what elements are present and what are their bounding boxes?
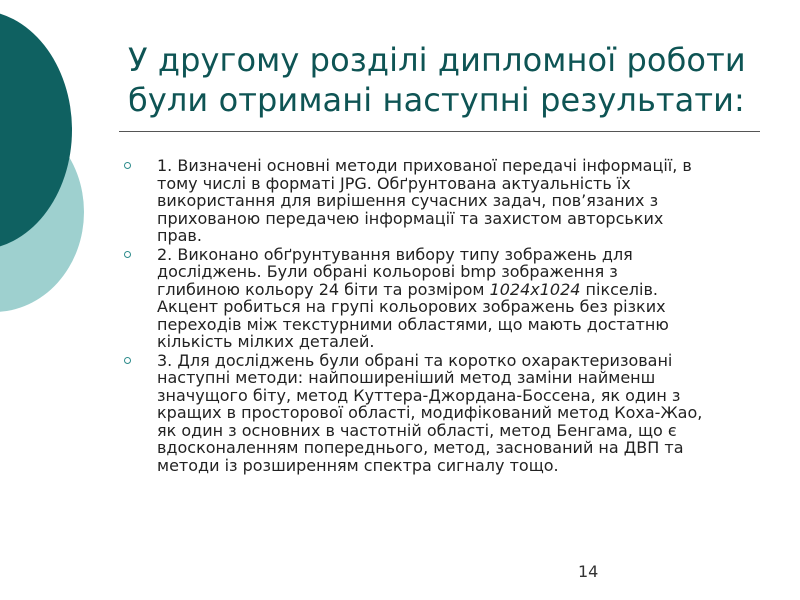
list-item-2-line-4: Акцент робиться на групі кольорових зображень без різких [157, 297, 666, 316]
list-item-2-line-5: переходів між текстурними областями, що мають достатню [157, 314, 669, 334]
list-item-3-line-2: наступні методи: найпоширеніший метод заміни найменш [157, 368, 656, 387]
list-item-2-line-3 [157, 281, 762, 299]
list-item-1-line-2: тому числі в форматі JPG. Обґрунтована актуальність їх [157, 173, 631, 193]
hollow-circle-bullet-icon [124, 162, 131, 169]
list-item-3-line-4: кращих в просторової області, модифікований метод Коха-Жао, [157, 403, 703, 422]
list-item-3-line-6: вдосконаленням попереднього, метод, заснований на ДВП та [157, 438, 684, 457]
slide-title-line-1: У другому розділі дипломної роботи [128, 41, 746, 79]
image-size-value: 1024x1024 [489, 279, 581, 299]
list-item-2-line-1: 2. Виконано обґрунтування вибору типу зображень для [157, 244, 633, 264]
list-item-3-line-1: 3. Для досліджень були обрані та коротко охарактеризовані [157, 350, 673, 370]
list-item-2-line-2: досліджень. Були обрані кольорові bmp зображення з [157, 262, 618, 281]
results-list [122, 157, 762, 475]
list-item-1 [122, 157, 762, 245]
slide-title-line-2: були отримані наступні результати: [128, 81, 745, 119]
list-item-1-line-4: прихованою передачею інформації та захистом авторських [157, 208, 664, 228]
page-number: 14 [578, 562, 599, 581]
list-item-2 [122, 246, 762, 351]
hollow-circle-bullet-icon [124, 251, 131, 258]
list-item-1-line-5: прав. [157, 226, 202, 245]
slide-title [128, 40, 768, 120]
list-item-2-line-3-text: глибиною кольору 24 біти та розміром [157, 279, 490, 299]
list-item-3-line-7: методи із розширенням спектра сигналу тощо. [157, 455, 559, 475]
title-divider [119, 131, 760, 132]
list-item-3-line-3: значущого біту, метод Куттера-Джордана-Боссена, як один з [157, 385, 681, 405]
list-item-3 [122, 352, 762, 475]
hollow-circle-bullet-icon [124, 357, 131, 364]
list-item-1-line-3: використання для вирішення сучасних задач, пов’язаних з [157, 191, 659, 210]
list-item-2-line-6: кількість мілких деталей. [157, 332, 375, 351]
image-size-suffix: пікселів. [580, 279, 658, 299]
list-item-1-line-1: 1. Визначені основні методи прихованої передачі інформації, в [157, 156, 692, 175]
list-item-3-line-5: як один з основних в частотній області, метод Бенгама, що є [157, 420, 677, 440]
